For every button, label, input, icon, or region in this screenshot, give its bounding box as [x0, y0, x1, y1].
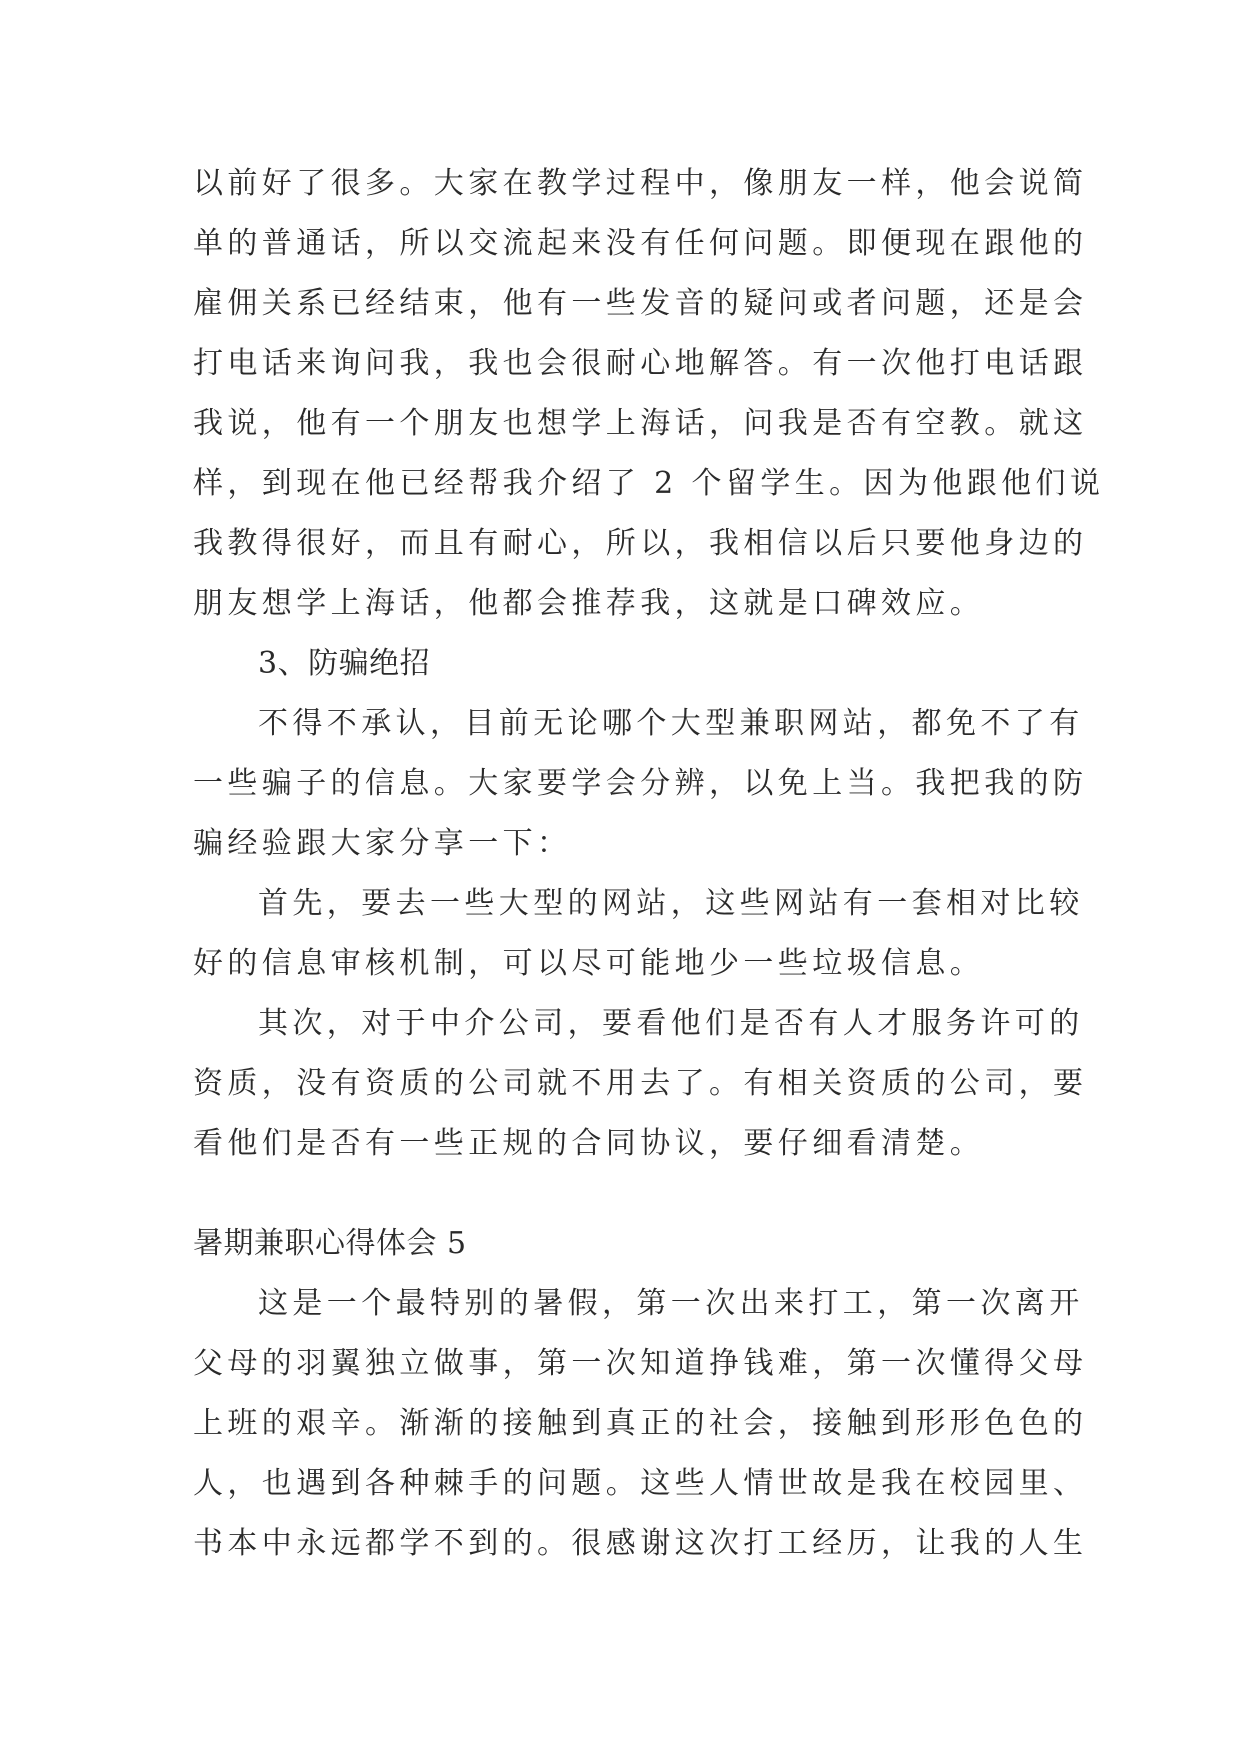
- text-line: 其次，对于中介公司，要看他们是否有人才服务许可的: [258, 1006, 1084, 1041]
- text-line: 首先，要去一些大型的网站，这些网站有一套相对比较: [258, 886, 1084, 921]
- text-line: 资质，没有资质的公司就不用去了。有相关资质的公司，要: [193, 1066, 1088, 1101]
- text-line: 看他们是否有一些正规的合同协议，要仔细看清楚。: [193, 1126, 985, 1161]
- text-line: 好的信息审核机制，可以尽可能地少一些垃圾信息。: [193, 946, 985, 981]
- text-line: 一些骗子的信息。大家要学会分辨，以免上当。我把我的防: [193, 766, 1088, 801]
- text-line: 打电话来询问我，我也会很耐心地解答。有一次他打电话跟: [193, 346, 1088, 381]
- text-line: 父母的羽翼独立做事，第一次知道挣钱难，第一次懂得父母: [193, 1346, 1088, 1381]
- text-line: 不得不承认，目前无论哪个大型兼职网站，都免不了有: [258, 706, 1084, 741]
- subsection-heading: 3、防骗绝招: [258, 646, 431, 681]
- section-title: 暑期兼职心得体会 5: [193, 1226, 467, 1261]
- text-line: 朋友想学上海话，他都会推荐我，这就是口碑效应。: [193, 586, 985, 621]
- text-line: 以前好了很多。大家在教学过程中，像朋友一样，他会说简: [193, 166, 1088, 201]
- text-line: 我说，他有一个朋友也想学上海话，问我是否有空教。就这: [193, 406, 1088, 441]
- text-line: 人，也遇到各种棘手的问题。这些人情世故是我在校园里、: [193, 1466, 1088, 1501]
- text-line: 雇佣关系已经结束，他有一些发音的疑问或者问题，还是会: [193, 286, 1088, 321]
- text-line: 样，到现在他已经帮我介绍了 2 个留学生。因为他跟他们说: [193, 466, 1105, 501]
- text-line: 上班的艰辛。渐渐的接触到真正的社会，接触到形形色色的: [193, 1406, 1088, 1441]
- text-line: 我教得很好，而且有耐心，所以，我相信以后只要他身边的: [193, 526, 1088, 561]
- text-line: 书本中永远都学不到的。很感谢这次打工经历，让我的人生: [193, 1526, 1088, 1561]
- text-line: 这是一个最特别的暑假，第一次出来打工，第一次离开: [258, 1286, 1084, 1321]
- text-line: 骗经验跟大家分享一下：: [193, 826, 572, 861]
- text-line: 单的普通话，所以交流起来没有任何问题。即便现在跟他的: [193, 226, 1088, 261]
